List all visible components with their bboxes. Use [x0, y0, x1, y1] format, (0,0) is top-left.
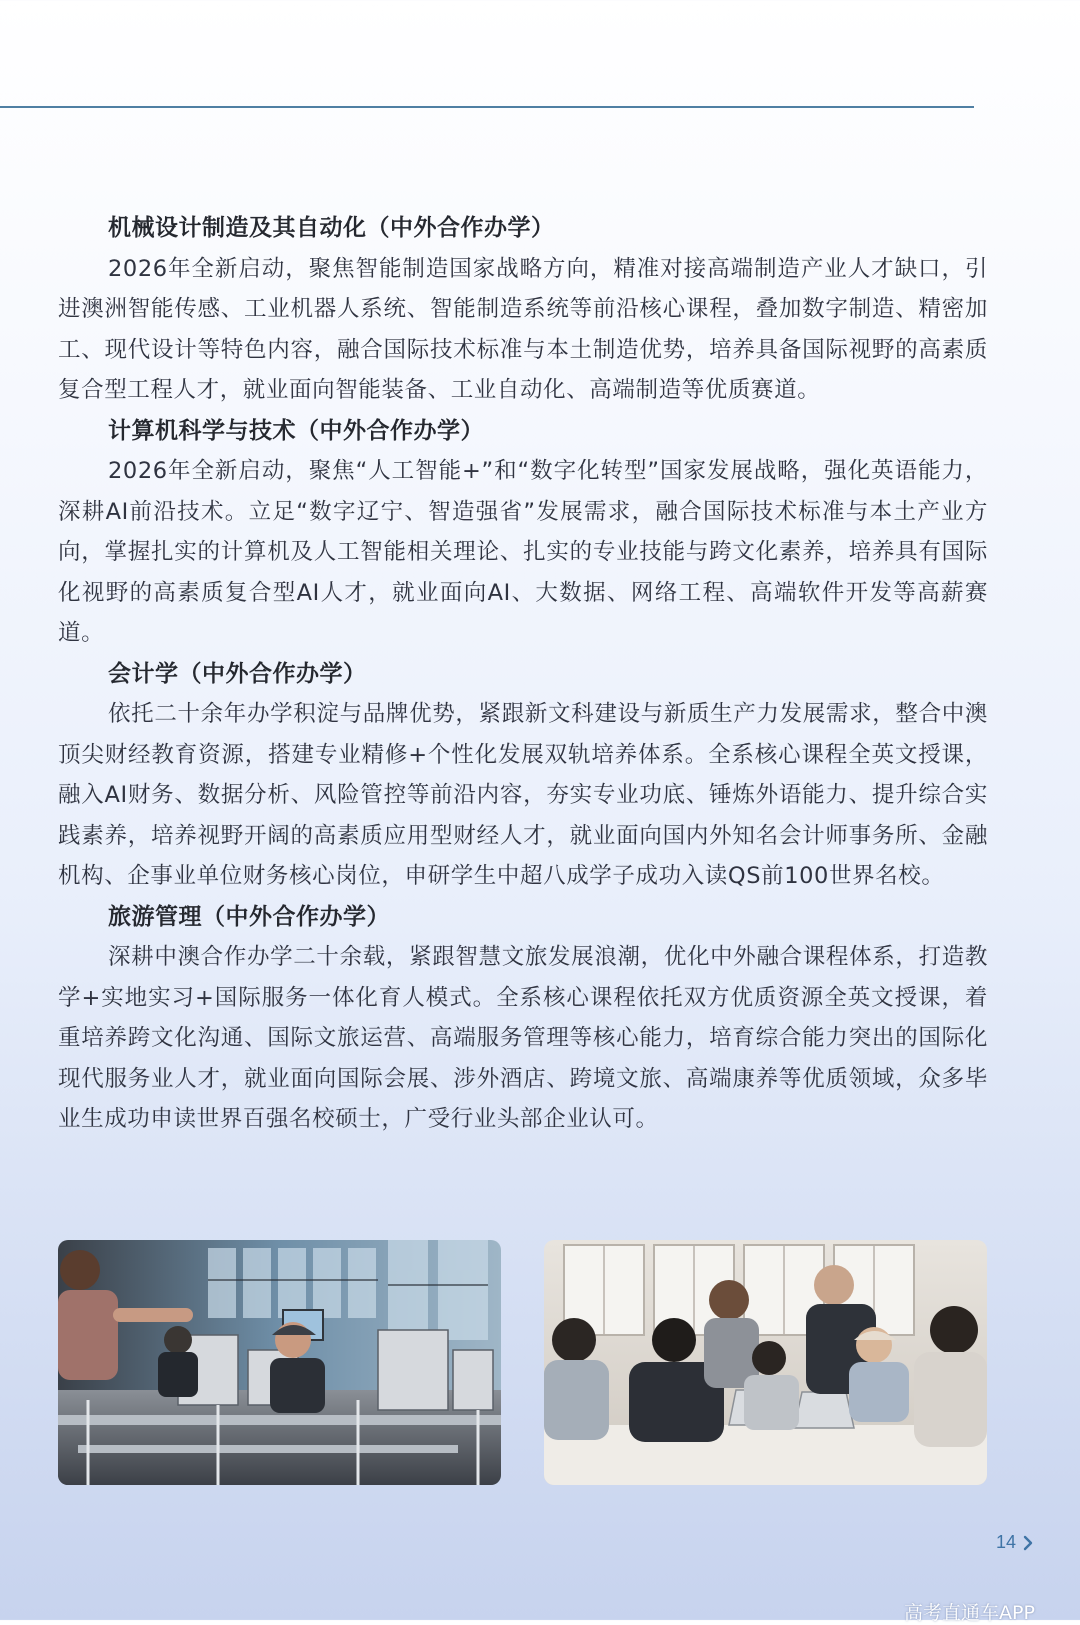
section-title-computer-science: 计算机科学与技术（中外合作办学） — [108, 417, 484, 444]
section-body-tourism: 深耕中澳合作办学二十余载，紧跟智慧文旅发展浪潮，优化中外融合课程体系，打造教学+实地实习+国际服务一体化育人模式。全系核心课程依托双方优质资源全英文授课，着重培养跨文化沟通、国际文旅运营、高端服务管理等核心能力，培育综合能力突出的国际化现代服务业人才，就业面向国际会展、涉外酒店、跨境文旅、高端康养等优质领域，众多毕业生成功申读世界百强名校硕士，广受行业头部企业认可。 — [58, 944, 988, 1132]
page-number — [996, 1532, 1036, 1553]
section-title-accounting: 会计学（中外合作办学） — [108, 660, 367, 687]
section-title-mechanical: 机械设计制造及其自动化（中外合作办学） — [108, 215, 555, 241]
top-divider — [0, 106, 974, 108]
classroom-photo — [544, 1240, 987, 1485]
watermark-text: 高考直通车APP — [904, 1602, 1035, 1624]
section-body-accounting: 依托二十余年办学积淀与品牌优势，紧跟新文科建设与新质生产力发展需求，整合中澳顶尖财经教育资源，搭建专业精修+个性化发展双轨培养体系。全系核心课程全英文授课，融入AI财务、数据分析、风险管控等前沿内容，夯实专业功底、锤炼外语能力、提升综合实践素养，培养视野开阔的高素质应用型财经人才，就业面向国内外知名会计师事务所、金融机构、企事业单位财务核心岗位，申研学生中超八成学子成功入读QS前100世界名校。 — [58, 701, 988, 889]
section-title-tourism: 旅游管理（中外合作办学） — [108, 903, 390, 930]
lab-photo — [58, 1240, 501, 1485]
section-body-mechanical: 2026年全新启动，聚焦智能制造国家战略方向，精准对接高端制造产业人才缺口，引进澳洲智能传感、工业机器人系统、智能制造系统等前沿核心课程，叠加数字制造、精密加工、现代设计等特色内容，融合国际技术标准与本土制造优势，培养具备国际视野的高素质复合型工程人才，就业面向智能装备、工业自动化、高端制造等优质赛道。 — [58, 255, 988, 403]
section-body-computer-science: 2026年全新启动，聚焦“人工智能+”和“数字化转型”国家发展战略，强化英语能力，深耕AI前沿技术。立足“数字辽宁、智造强省”发展需求，融合国际技术标准与本土产业方向，掌握扎实的计算机及人工智能相关理论、扎实的专业技能与跨文化素养，培养具有国际化视野的高素质复合型AI人才，就业面向AI、大数据、网络工程、高端软件开发等高薪赛道。 — [58, 458, 988, 646]
page-number-text: 14 — [996, 1532, 1017, 1552]
article-content — [58, 208, 988, 1140]
chevron-right-icon — [1020, 1535, 1036, 1551]
